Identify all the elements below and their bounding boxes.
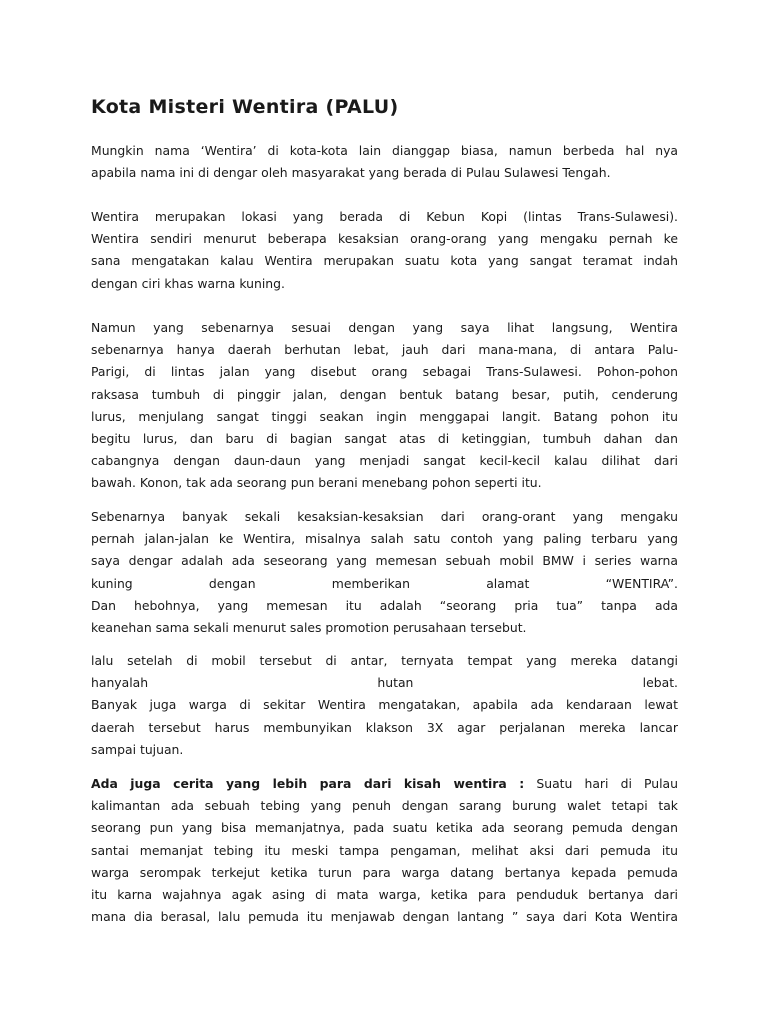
paragraph-6 <box>91 773 678 928</box>
paragraph-1 <box>91 140 678 184</box>
paragraph-4 <box>91 506 678 639</box>
paragraph-line: apabila nama ini di dengar oleh masyarakat yang berada di Pulau Sulawesi Tengah. <box>91 165 611 181</box>
paragraph-line: dengan ciri khas warna kuning. <box>91 275 285 291</box>
paragraph-line: sebenarnya hanya daerah berhutan lebat, jauh dari mana-mana, di antara Palu- <box>91 342 678 358</box>
paragraph-line: pernah jalan-jalan ke Wentira, misalnya salah satu contoh yang paling terbaru yang <box>91 531 678 547</box>
paragraph-line: begitu lurus, dan baru di bagian sangat atas di ketinggian, tumbuh dahan dan <box>91 430 678 446</box>
paragraph-line: sana mengatakan kalau Wentira merupakan suatu kota yang sangat teramat indah <box>91 253 678 269</box>
paragraph-line: Wentira merupakan lokasi yang berada di Kebun Kopi (lintas Trans-Sulawesi). <box>91 209 678 224</box>
paragraph-line: kalimantan ada sebuah tebing yang penuh dengan sarang burung walet tetapi tak <box>91 798 678 814</box>
paragraph-line: lurus, menjulang sangat tinggi seakan ingin menggapai langit. Batang pohon itu <box>91 408 678 424</box>
paragraph-line: sampai tujuan. <box>91 741 184 757</box>
paragraph-line: Banyak juga warga di sekitar Wentira mengatakan, apabila ada kendaraan lewat <box>91 697 678 713</box>
paragraph-line: itu karna wajahnya agak asing di mata warga, ketika para penduduk bertanya dari <box>91 886 678 902</box>
paragraph-line: Parigi, di lintas jalan yang disebut orang sebagai Trans-Sulawesi. Pohon-pohon <box>91 364 678 380</box>
paragraph-line: keanehan sama sekali menurut sales promotion perusahaan tersebut. <box>91 619 527 635</box>
paragraph-line: Sebenarnya banyak sekali kesaksian-kesaksian dari orang-orant yang mengaku <box>91 509 678 524</box>
paragraph-line: saya dengar adalah ada seseorang yang memesan sebuah mobil BMW i series warna <box>91 553 678 569</box>
paragraph-line: Namun yang sebenarnya sesuai dengan yang saya lihat langsung, Wentira <box>91 320 678 335</box>
paragraph-line: raksasa tumbuh di pinggir jalan, dengan bentuk batang besar, putih, cenderung <box>91 386 678 402</box>
paragraph-line: seorang pun yang bisa memanjatnya, pada suatu ketika ada seorang pemuda dengan <box>91 820 678 836</box>
paragraph-line: kuning dengan memberikan alamat “WENTIRA”. <box>91 575 678 591</box>
paragraph-line: daerah tersebut harus membunyikan klakson 3X agar perjalanan mereka lancar <box>91 719 678 735</box>
paragraph-line: warga serompak terkejut ketika turun para warga datang bertanya kepada pemuda <box>91 864 678 880</box>
paragraph-line: cabangnya dengan daun-daun yang menjadi sangat kecil-kecil kalau dilihat dari <box>91 453 678 469</box>
paragraph-lead-continuation: Suatu hari di Pulau <box>524 776 678 791</box>
paragraph-2 <box>91 206 678 295</box>
paragraph-line: Wentira sendiri menurut beberapa kesaksian orang-orang yang mengaku pernah ke <box>91 231 678 247</box>
paragraph-line: bawah. Konon, tak ada seorang pun berani menebang pohon seperti itu. <box>91 475 542 491</box>
paragraph-line: Mungkin nama ‘Wentira’ di kota-kota lain dianggap biasa, namun berbeda hal nya <box>91 143 678 158</box>
paragraph-line: lalu setelah di mobil tersebut di antar, ternyata tempat yang mereka datangi <box>91 653 678 668</box>
paragraph-lead-bold: Ada juga cerita yang lebih para dari kisah wentira : <box>91 776 525 791</box>
paragraph-3 <box>91 317 678 495</box>
paragraph-first-line <box>91 773 678 795</box>
paragraph-line: Dan hebohnya, yang memesan itu adalah “seorang pria tua” tanpa ada <box>91 597 678 613</box>
paragraph-line: hanyalah hutan lebat. <box>91 675 678 691</box>
paragraph-5 <box>91 650 678 761</box>
paragraph-line: mana dia berasal, lalu pemuda itu menjawab dengan lantang ” saya dari Kota Wentira <box>91 909 678 925</box>
document-title: Kota Misteri Wentira (PALU) <box>91 96 399 118</box>
paragraph-line: santai memanjat tebing itu meski tampa pengaman, melihat aksi dari pemuda itu <box>91 842 678 858</box>
